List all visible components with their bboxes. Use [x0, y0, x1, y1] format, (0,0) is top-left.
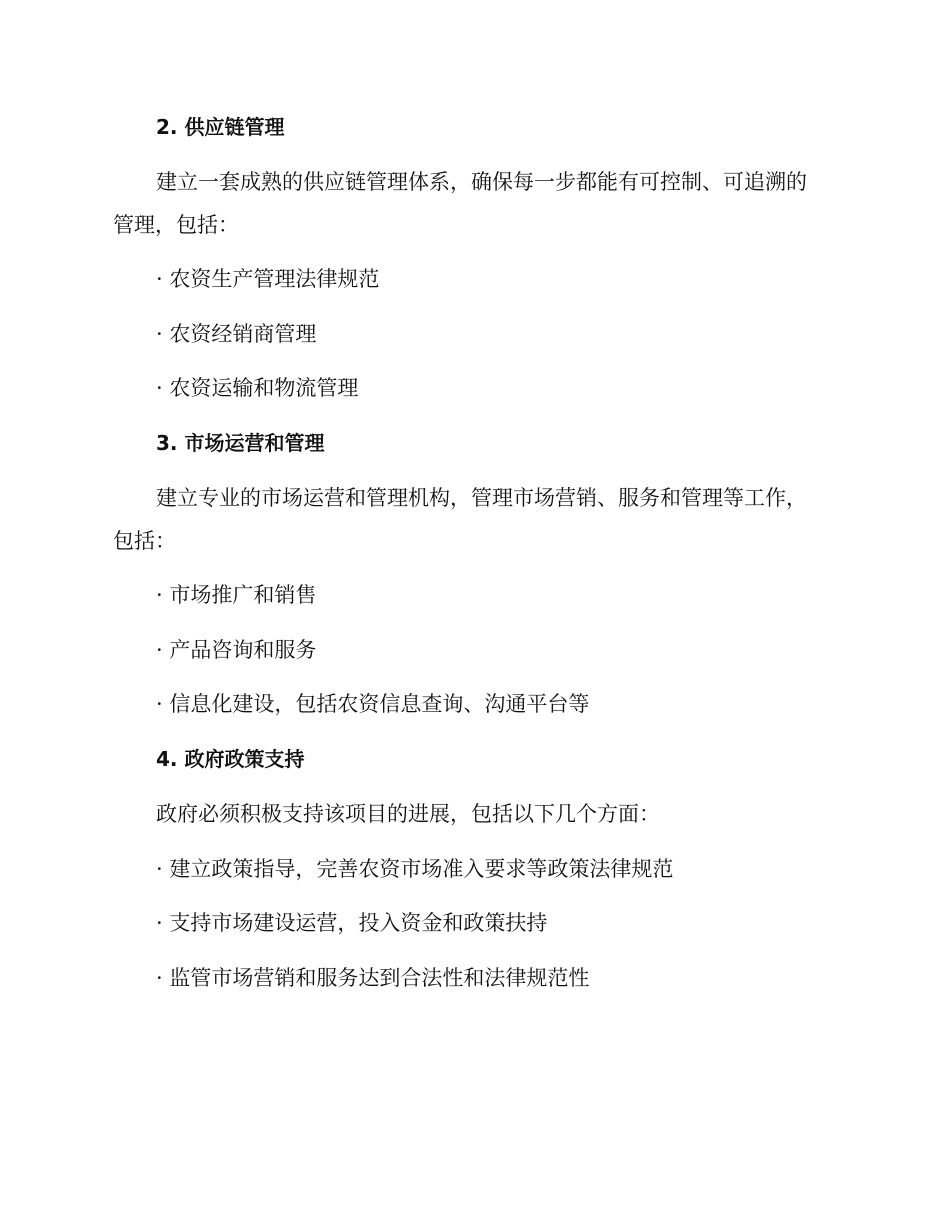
list-item: · 支持市场建设运营，投入资金和政策扶持	[156, 911, 548, 935]
list-item: · 农资生产管理法律规范	[156, 267, 380, 291]
list-item: · 产品咨询和服务	[156, 638, 317, 662]
list-item: · 农资运输和物流管理	[156, 376, 359, 400]
list-item: · 监管市场营销和服务达到合法性和法律规范性	[156, 966, 590, 990]
section-heading: 3. 市场运营和管理	[156, 431, 325, 455]
list-item: · 信息化建设，包括农资信息查询、沟通平台等	[156, 692, 590, 716]
paragraph-line: 政府必须积极支持该项目的进展，包括以下几个方面：	[156, 802, 660, 826]
list-item: · 建立政策指导，完善农资市场准入要求等政策法律规范	[156, 857, 674, 881]
paragraph-line: 建立专业的市场运营和管理机构，管理市场营销、服务和管理等工作，	[156, 486, 807, 510]
paragraph-line: 建立一套成熟的供应链管理体系，确保每一步都能有可控制、可追溯的	[156, 170, 807, 194]
list-item: · 农资经销商管理	[156, 322, 317, 346]
list-item: · 市场推广和销售	[156, 583, 317, 607]
paragraph-line: 包括：	[113, 529, 176, 553]
section-heading: 4. 政府政策支持	[156, 747, 305, 771]
paragraph-line: 管理，包括：	[113, 213, 239, 237]
section-heading: 2. 供应链管理	[156, 115, 285, 139]
